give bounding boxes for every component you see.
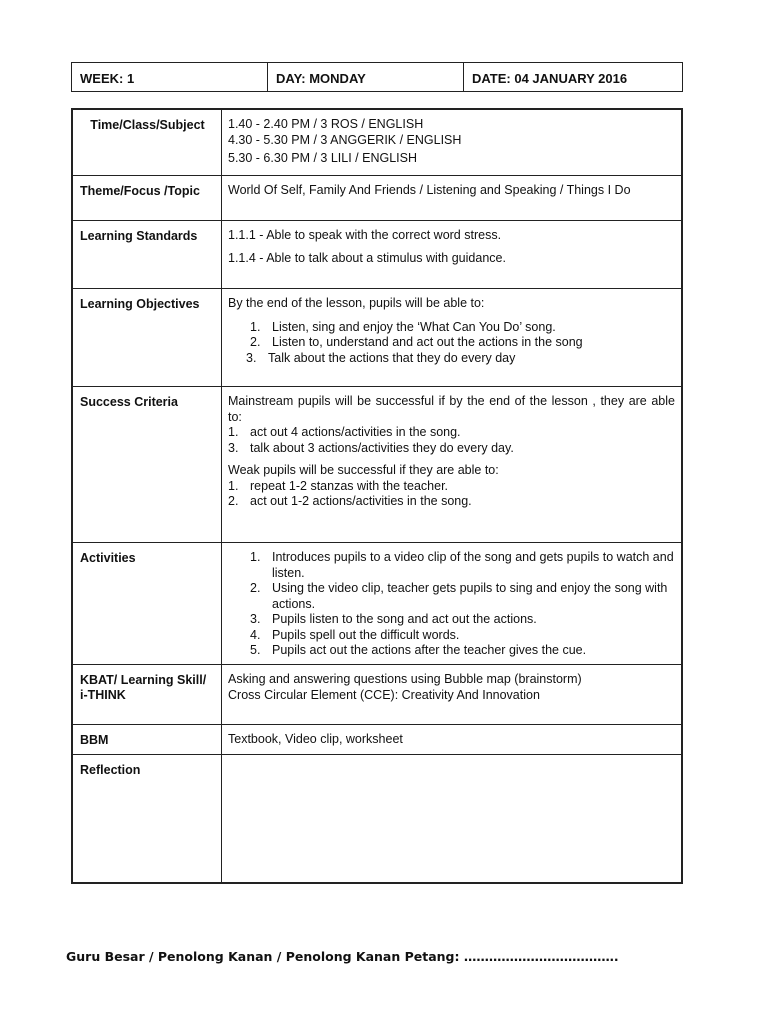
activities-list <box>228 550 675 659</box>
list-item: 1. repeat 1-2 stanzas with the teacher. <box>228 478 449 493</box>
standard-line: 1.1.4 - Able to talk about a stimulus with guidance. <box>228 250 506 265</box>
standard-line: 1.1.1 - Able to speak with the correct word stress. <box>228 228 502 242</box>
list-item: 3. Pupils listen to the song and act out the actions. <box>250 612 537 626</box>
weak-intro: Weak pupils will be successful if they are able to: <box>228 463 499 477</box>
time-class-subject-content <box>222 110 681 175</box>
list-item: 2. act out 1-2 actions/activities in the song. <box>228 494 472 508</box>
lesson-plan-table <box>71 108 683 884</box>
learning-objectives-label: Learning Objectives <box>73 289 222 386</box>
week-cell: WEEK: 1 <box>72 63 268 91</box>
success-criteria-label: Success Criteria <box>73 387 222 542</box>
kbat-row <box>73 665 681 725</box>
activities-row <box>73 543 681 665</box>
list-item: 1. Introduces pupils to a video clip of the song and gets pupils to watch and listen. <box>250 550 674 580</box>
date-cell: DATE: 04 JANUARY 2016 <box>472 71 628 86</box>
list-item: 2. Using the video clip, teacher gets pupils to sing and enjoy the song with actions. <box>250 581 668 611</box>
list-item: 3. talk about 3 actions/activities they do every day. <box>228 440 514 455</box>
theme-content: World Of Self, Family And Friends / Listening and Speaking / Things I Do <box>228 183 631 197</box>
kbat-line: Asking and answering questions using Bubble map (brainstorm) <box>228 672 582 686</box>
reflection-label: Reflection <box>73 755 222 882</box>
bbm-content: Textbook, Video clip, worksheet <box>228 732 403 746</box>
list-item: 4. Pupils spell out the difficult words. <box>250 627 460 642</box>
signature-line: Guru Besar / Penolong Kanan / Penolong Kanan Petang: ………………………………. <box>66 949 619 964</box>
objectives-intro: By the end of the lesson, pupils will be able to: <box>228 296 485 310</box>
activities-label: Activities <box>73 543 222 664</box>
list-item: 1. act out 4 actions/activities in the song. <box>228 425 461 439</box>
theme-row <box>73 176 681 221</box>
weak-list <box>228 479 675 510</box>
time-slot-line: 1.40 - 2.40 PM / 3 ROS / ENGLISH <box>228 117 424 131</box>
learning-objectives-content <box>222 289 681 386</box>
learning-standards-row <box>73 221 681 289</box>
learning-standards-label: Learning Standards <box>73 221 222 288</box>
reflection-content <box>222 755 681 882</box>
bbm-label: BBM <box>73 725 222 754</box>
learning-standards-content <box>222 221 681 288</box>
day-cell: DAY: MONDAY <box>268 63 464 91</box>
kbat-label: KBAT/ Learning Skill/ i-THINK <box>73 665 222 724</box>
success-criteria-content <box>222 387 681 542</box>
kbat-content <box>222 665 681 724</box>
objectives-list <box>228 320 675 367</box>
time-class-subject-label: Time/Class/Subject <box>73 110 222 175</box>
success-list <box>228 425 675 456</box>
reflection-row <box>73 755 681 882</box>
list-item: 1. Listen, sing and enjoy the ‘What Can You Do’ song. <box>250 319 556 334</box>
success-intro: Mainstream pupils will be successful if by the end of the lesson , they are able to: <box>228 394 675 424</box>
kbat-line: Cross Circular Element (CCE): Creativity And Innovation <box>228 687 540 702</box>
list-item: 3. Talk about the actions that they do every day <box>246 350 516 365</box>
success-criteria-row <box>73 387 681 543</box>
time-slot-line: 4.30 - 5.30 PM / 3 ANGGERIK / ENGLISH <box>228 132 462 147</box>
bbm-row <box>73 725 681 755</box>
activities-content <box>222 543 681 664</box>
list-item: 2. Listen to, understand and act out the actions in the song <box>250 335 583 349</box>
theme-label: Theme/Focus /Topic <box>73 176 222 220</box>
time-slot-line: 5.30 - 6.30 PM / 3 LILI / ENGLISH <box>228 151 417 165</box>
learning-objectives-row <box>73 289 681 387</box>
time-class-subject-row <box>73 110 681 176</box>
list-item: 5. Pupils act out the actions after the teacher gives the cue. <box>250 643 587 657</box>
header-table <box>71 62 683 92</box>
